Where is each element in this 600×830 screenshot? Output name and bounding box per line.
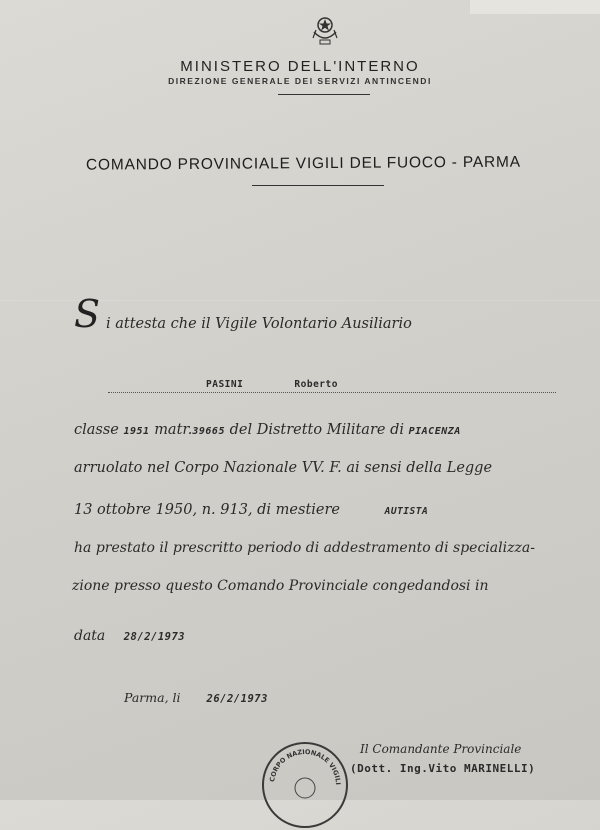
firstname: Roberto <box>294 379 338 390</box>
signer-title: Il Comandante Provinciale <box>360 742 522 756</box>
initial-letter: S <box>74 292 101 336</box>
attestation-line: i attesta che il Vigile Volontario Ausiliario <box>106 316 412 332</box>
header-divider <box>278 94 370 95</box>
surname: PASINI <box>206 379 244 390</box>
signer-name: (Dott. Ing.Vito MARINELLI) <box>350 762 536 775</box>
classe-label: classe <box>74 422 119 438</box>
legge-text: 13 ottobre 1950, n. 913, di mestiere <box>74 502 341 518</box>
ministry-title: MINISTERO DELL'INTERNO <box>180 58 420 75</box>
italian-emblem-icon <box>308 10 342 48</box>
data-value: 28/2/1973 <box>123 631 186 643</box>
matr-value: 39665 <box>192 426 225 437</box>
distretto-label: del Distretto Militare di <box>229 422 404 438</box>
direzione-subtitle: DIREZIONE GENERALE DEI SERVIZI ANTINCENDI <box>168 76 432 86</box>
congedo-line: zione presso questo Comando Provinciale congedandosi in <box>72 578 489 594</box>
place-date-line <box>124 690 268 705</box>
matr-label: matr. <box>154 422 193 438</box>
stamp-seal-icon <box>264 744 346 826</box>
official-stamp <box>262 742 348 828</box>
addestramento-line: ha prestato il prescritto periodo di addestramento di specializza- <box>74 540 535 556</box>
classe-value: 1951 <box>123 426 150 437</box>
place-label: Parma, li <box>124 690 181 705</box>
data-line <box>74 628 185 644</box>
name-dotted-line <box>108 391 556 393</box>
svg-text:CORPO NAZIONALE VIGILI DEL FUO <box>264 744 342 785</box>
classe-line <box>74 422 461 438</box>
comando-divider <box>252 185 384 186</box>
person-name <box>206 372 338 391</box>
data-label: data <box>74 628 106 644</box>
distretto-value: PIACENZA <box>408 426 461 437</box>
mestiere-value: AUTISTA <box>384 506 429 517</box>
comando-heading: COMANDO PROVINCIALE VIGILI DEL FUOCO - PARMA <box>85 153 521 174</box>
paper-corner <box>470 0 600 14</box>
mestiere-line <box>74 502 428 518</box>
arruolato-line: arruolato nel Corpo Nazionale VV. F. ai sensi della Legge <box>74 460 493 476</box>
stamp-text: CORPO NAZIONALE VIGILI <box>268 747 343 786</box>
place-date: 26/2/1973 <box>206 693 268 705</box>
